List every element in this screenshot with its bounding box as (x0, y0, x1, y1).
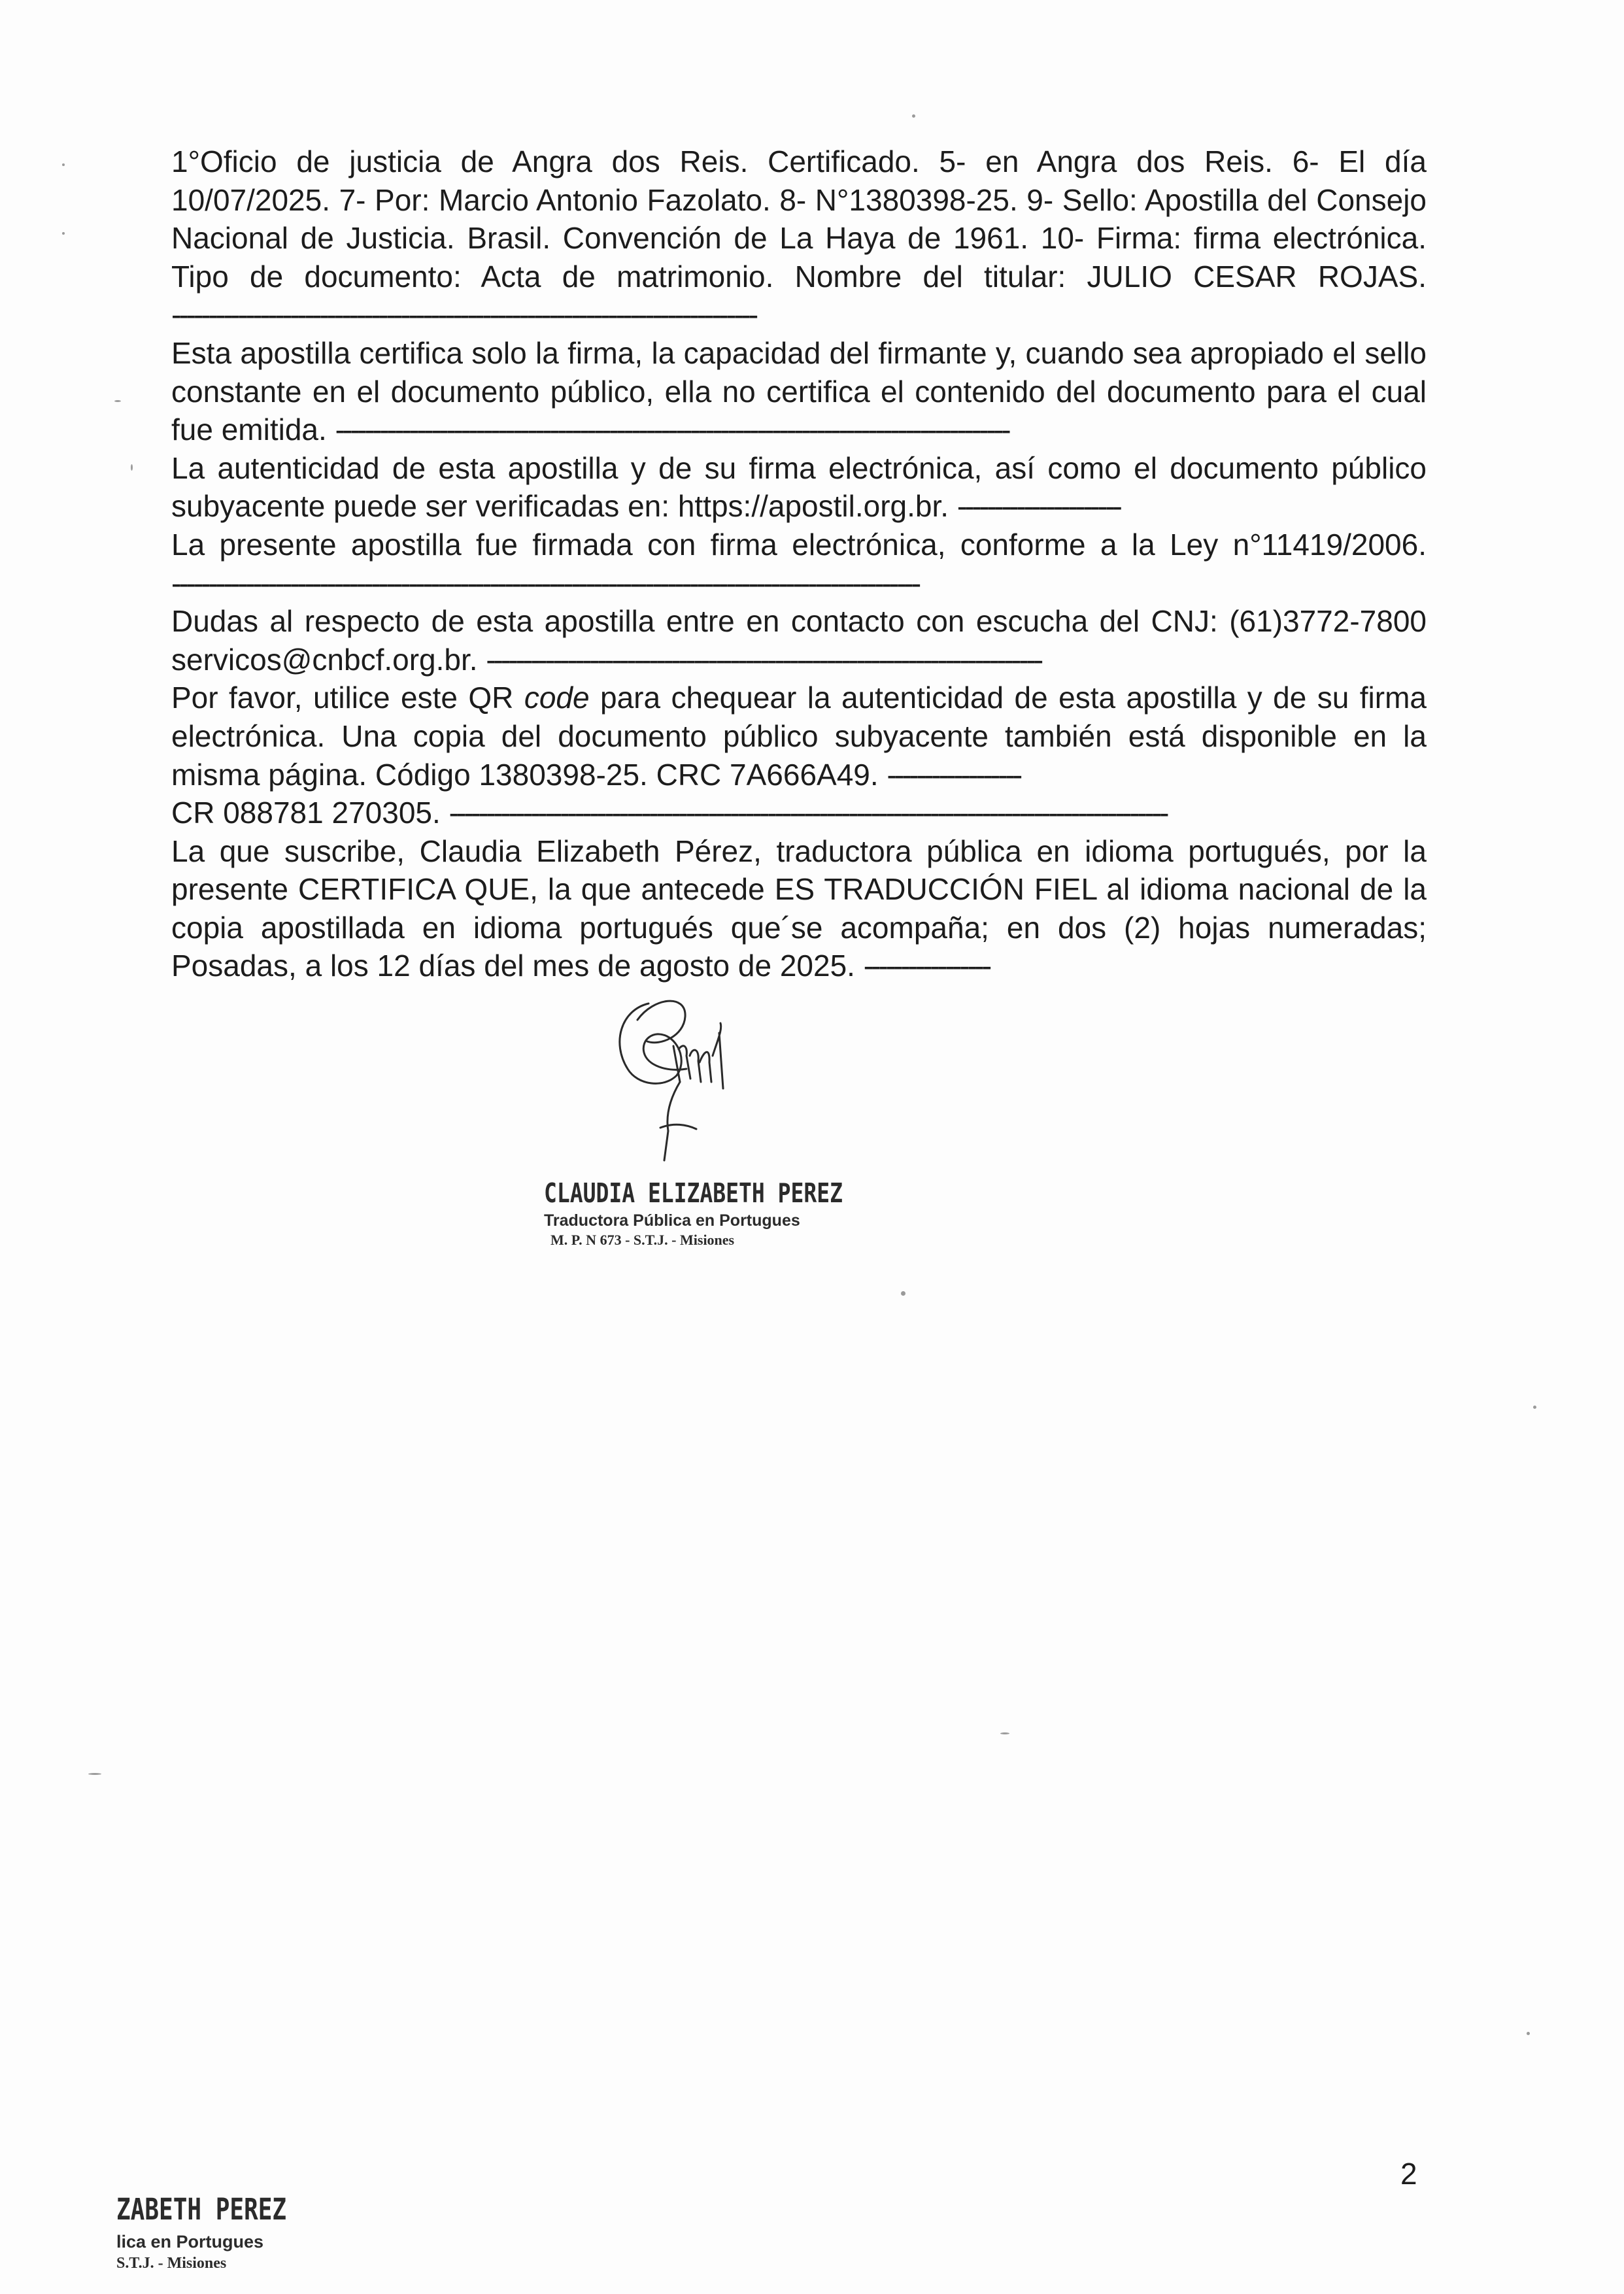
dash-filler: ------------------ (887, 757, 1021, 792)
paragraph-text: La que suscribe, Claudia Elizabeth Pérez, traductora pública en idioma portugués, por la presente CERTIFICA QUE, la que antecede ES TRADUCCIÓN FIEL al idioma nacional de la copia apostillada en idioma portugués que´se acompaña; en dos (2) hojas numeradas; Posadas, a los 12 días del mes de agosto de 2025. (171, 834, 1427, 983)
scan-speck (1000, 1732, 1009, 1734)
scan-speck (62, 163, 65, 166)
handwritten-signature (608, 984, 765, 1167)
dash-filler: ----------------------------------------------------------------------------------------------------- (171, 565, 919, 600)
document-body (171, 143, 1427, 985)
dash-filler: ------------------------------------------------------------------------------- (171, 297, 756, 332)
paragraph-cr-code (171, 794, 1427, 832)
scan-speck (1533, 1406, 1536, 1409)
stamp-title: Traductora Pública en Portugues (544, 1211, 800, 1230)
stamp-name: ZABETH PEREZ (116, 2193, 287, 2227)
scan-speck (912, 114, 915, 118)
signature-stroke (700, 1023, 723, 1088)
signature-stroke (664, 1082, 680, 1160)
dash-filler: ------------------------------------------------------------------------------------------- (335, 413, 1009, 447)
translator-stamp-partial (116, 2193, 378, 2272)
dash-filler: ----------------- (863, 949, 990, 983)
paragraph-text: Esta apostilla certifica solo la firma, la capacidad del firmante y, cuando sea apropiado el sello constante en el documento público, ella no certifica el contenido del documento para el cual fue emitida. (171, 335, 1427, 447)
signature-stroke (637, 1001, 685, 1043)
dash-filler: ---------------------- (956, 489, 1120, 524)
signature-stroke (660, 1124, 696, 1129)
paragraph-apostille-details (171, 143, 1427, 334)
paragraph-text: Por favor, utilice este QR (171, 681, 524, 715)
paragraph-contact (171, 602, 1427, 679)
scan-speck (901, 1291, 905, 1296)
paragraph-electronic-signature-law (171, 526, 1427, 602)
paragraph-qr-code (171, 679, 1427, 794)
paragraph-translator-certification (171, 832, 1427, 985)
paragraph-text: para chequear la autenticidad de esta apostilla y de su firma electrónica. Una copia del documento público subyacente también está disponible en la misma página. Código 1380398-25. CRC 7A666A49. (171, 681, 1427, 792)
paragraph-text: Dudas al respecto de esta apostilla entre en contacto con escucha del CNJ: (61)3772-7800 servicos@cnbcf.org.br. (171, 604, 1427, 677)
dash-filler: --------------------------------------------------------------------------- (486, 642, 1041, 677)
dash-filler: ------------------------------------------------------------------------------------------------- (448, 796, 1167, 830)
paragraph-verification (171, 449, 1427, 526)
translator-stamp (544, 1177, 871, 1249)
paragraph-text: 1°Oficio de justicia de Angra dos Reis. Certificado. 5- en Angra dos Reis. 6- El día 10/07/2025. 7- Por: Marcio Antonio Fazolato. 8- N°1380398-25. 9- Sello: Apostilla del Consejo Nacional de Justicia. Brasil. Convención de La Haya de 1961. 10- Firma: firma electrónica. Tipo de documento: Acta de matrimonio. Nombre del titular: JULIO CESAR ROJAS. (171, 144, 1427, 294)
italic-word: code (524, 681, 590, 715)
page-number: 2 (1400, 2157, 1417, 2191)
stamp-registration: M. P. N 673 - S.T.J. - Misiones (550, 1232, 735, 1248)
stamp-registration: S.T.J. - Misiones (116, 2255, 227, 2272)
paragraph-text: La autenticidad de esta apostilla y de su firma electrónica, así como el documento público subyacente puede ser verificadas en: https://apostil.org.br. (171, 450, 1427, 524)
paragraph-text: CR 088781 270305. (171, 796, 441, 830)
stamp-title: lica en Portugues (116, 2232, 264, 2252)
paragraph-text: La presente apostilla fue firmada con firma electrónica, conforme a la Ley n°11419/2006. (171, 527, 1427, 562)
scan-speck (114, 400, 121, 402)
stamp-name: CLAUDIA ELIZABETH PEREZ (544, 1177, 843, 1209)
signature-stroke (673, 1046, 701, 1082)
scan-speck (62, 232, 65, 235)
scan-speck (88, 1773, 101, 1775)
scan-speck (131, 464, 133, 471)
paragraph-certification-scope (171, 334, 1427, 449)
scan-speck (1527, 2032, 1530, 2035)
